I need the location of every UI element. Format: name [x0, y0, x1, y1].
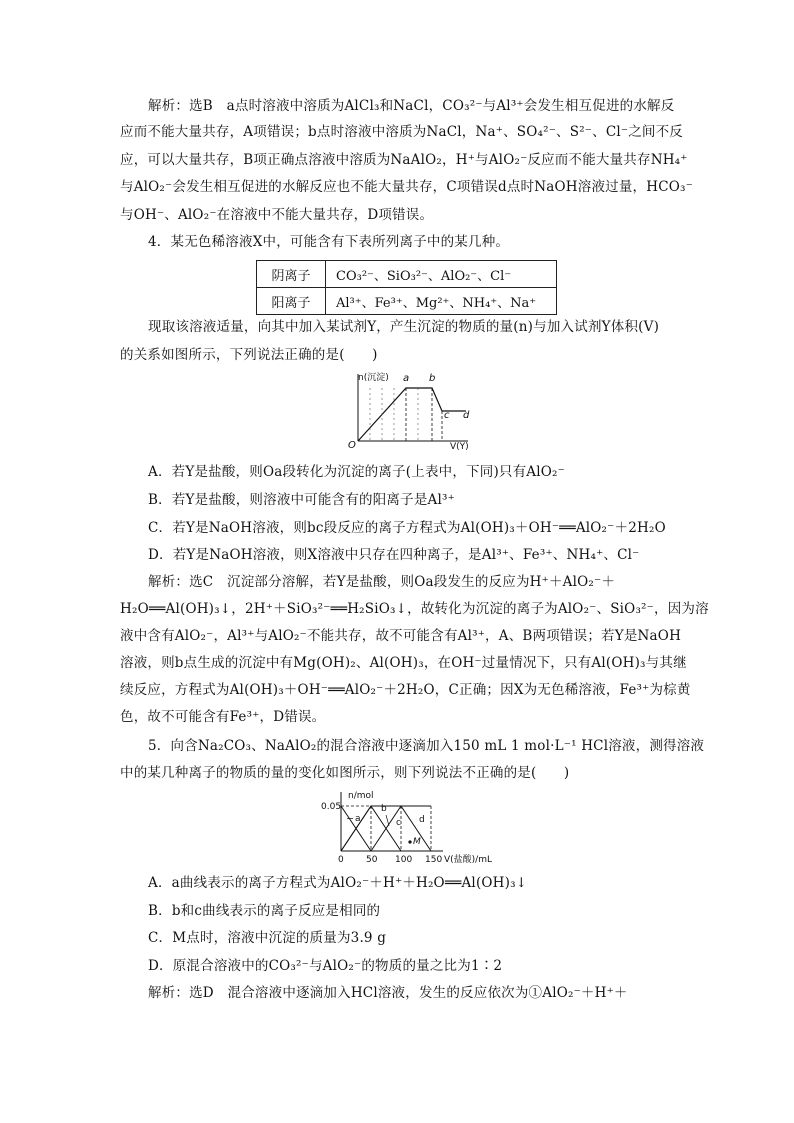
chart2-xtick-50: 50 [366, 855, 378, 865]
analysis-line-5: 与OH⁻、AlO₂⁻在溶液中不能大量共存，D项错误。 [120, 207, 434, 223]
chart1-point-d: d [463, 410, 470, 421]
solution-4-line-3: 液中含有AlO₂⁻，Al³⁺与AlO₂⁻不能共存，故不可能含有Al³⁺，A、B两项错误；若Y是NaOH [120, 628, 682, 644]
ion-table [256, 260, 557, 315]
question-5-stem-2: 中的某几种离子的物质的量的变化如图所示，则下列说法不正确的是( ) [120, 765, 570, 781]
analysis-line-1: 解析：选B a点时溶液中溶质为AlCl₃和NaCl，CO₃²⁻与Al³⁺会发生相互促进的水解反 [148, 98, 675, 114]
chart1-point-b: b [429, 373, 436, 384]
chart2-series-label-a: a [355, 814, 361, 824]
solution-4-line-5: 续反应，方程式为Al(OH)₃＋OH⁻══AlO₂⁻＋2H₂O，C正确；因X为无色稀溶液，Fe³⁺为棕黄 [120, 682, 691, 698]
option-5-D: D．原混合溶液中的CO₃²⁻与AlO₂⁻的物质的量之比为1∶2 [148, 958, 503, 974]
analysis-line-4: 与AlO₂⁻会发生相互促进的水解反应也不能大量共存，C项错误d点时NaOH溶液过量，HCO₃⁻ [120, 179, 693, 195]
chart2-point-M: M [413, 837, 421, 847]
solution-5-line-1: 解析：选D 混合溶液中逐滴加入HCl溶液，发生的反应依次为①AlO₂⁻＋H⁺＋ [148, 985, 628, 1001]
solution-4-line-4: 溶液，则b点生成的沉淀中有Mg(OH)₂、Al(OH)₃，在OH⁻过量情况下，只有Al(OH)₃与其继 [120, 655, 687, 671]
chart2-leader-d [386, 815, 389, 826]
analysis-line-2: 应而不能大量共存，A项错误；b点时溶液中溶质为NaCl，Na⁺、SO₄²⁻、S²⁻、Cl⁻之间不反 [120, 124, 684, 140]
question-4-text-2: 的关系如图所示，下列说法正确的是( ) [120, 347, 378, 363]
solution-4-line-2: H₂O══Al(OH)₃↓，2H⁺＋SiO₃²⁻══H₂SiO₃↓，故转化为沉淀的离子为AlO₂⁻、SiO₃²⁻，因为溶 [120, 601, 709, 617]
chart1-curve [358, 388, 466, 441]
question-4-stem: 4．某无色稀溶液X中，可能含有下表所列离子中的某几种。 [148, 234, 510, 250]
option-5-C: C．M点时，溶液中沉淀的质量为3.9 g [148, 930, 387, 946]
chart1-point-c: c [444, 410, 450, 421]
chart2-xtick-150: 150 [425, 855, 443, 865]
chart2-point-M-dot [408, 840, 411, 843]
option-5-B: B．b和c曲线表示的离子反应是相同的 [148, 903, 381, 919]
table-row [257, 261, 557, 288]
chart1-point-a: a [403, 373, 410, 384]
chart2-ytick: 0.05 [321, 802, 342, 812]
question-5-stem-1: 5．向含Na₂CO₃、NaAlO₂的混合溶液中逐滴加入150 mL 1 mol·L⁻¹ HCl溶液，测得溶液 [148, 738, 705, 754]
cation-label: 阳离子 [257, 288, 326, 315]
anion-label: 阴离子 [257, 261, 326, 288]
chart2-series-label-d: d [419, 815, 425, 825]
analysis-line-3: 应，可以大量共存，B项正确点溶液中溶质为NaAlO₂，H⁺与AlO₂⁻反应而不能大量共存NH₄⁺ [120, 152, 688, 168]
chart2-xlabel: V(盐酸)/mL [444, 855, 492, 865]
chart1-ylabel: n(沉淀) [358, 373, 389, 383]
option-5-A: A．a曲线表示的离子方程式为AlO₂⁻＋H⁺＋H₂O══Al(OH)₃↓ [148, 875, 528, 891]
option-4-C: C．若Y是NaOH溶液，则bc段反应的离子方程式为Al(OH)₃＋OH⁻══AlO₂⁻＋2H₂O [148, 520, 666, 536]
chart-1 [340, 368, 480, 458]
chart2-xtick-100: 100 [395, 855, 413, 865]
solution-4-line-1: 解析：选C 沉淀部分溶解，若Y是盐酸，则Oa段发生的反应为H⁺＋AlO₂⁻＋ [148, 574, 616, 590]
chart2-series-label-c: c [396, 818, 401, 828]
cation-values: Al³⁺、Fe³⁺、Mg²⁺、NH₄⁺、Na⁺ [326, 288, 557, 315]
chart2-xtick-0: 0 [338, 855, 344, 865]
question-4-text-1: 现取该溶液适量，向其中加入某试剂Y，产生沉淀的物质的量(n)与加入试剂Y体积(V) [148, 319, 660, 335]
solution-4-line-6: 色，故不可能含有Fe³⁺，D错误。 [120, 709, 326, 725]
option-4-D: D．若Y是NaOH溶液，则X溶液中只存在四种离子，是Al³⁺、Fe³⁺、NH₄⁺、Cl⁻ [148, 547, 640, 563]
chart-2 [316, 788, 516, 868]
chart1-origin: O [348, 440, 356, 451]
option-4-A: A．若Y是盐酸，则Oa段转化为沉淀的离子(上表中，下同)只有AlO₂⁻ [148, 464, 565, 480]
table-row [257, 288, 557, 315]
chart2-series-label-b: b [381, 804, 387, 814]
chart2-ylabel: n/mol [348, 791, 374, 801]
option-4-B: B．若Y是盐酸，则溶液中可能含有的阳离子是Al³⁺ [148, 492, 455, 508]
anion-values: CO₃²⁻、SiO₃²⁻、AlO₂⁻、Cl⁻ [326, 261, 557, 288]
chart1-xlabel: V(Y) [450, 442, 469, 452]
